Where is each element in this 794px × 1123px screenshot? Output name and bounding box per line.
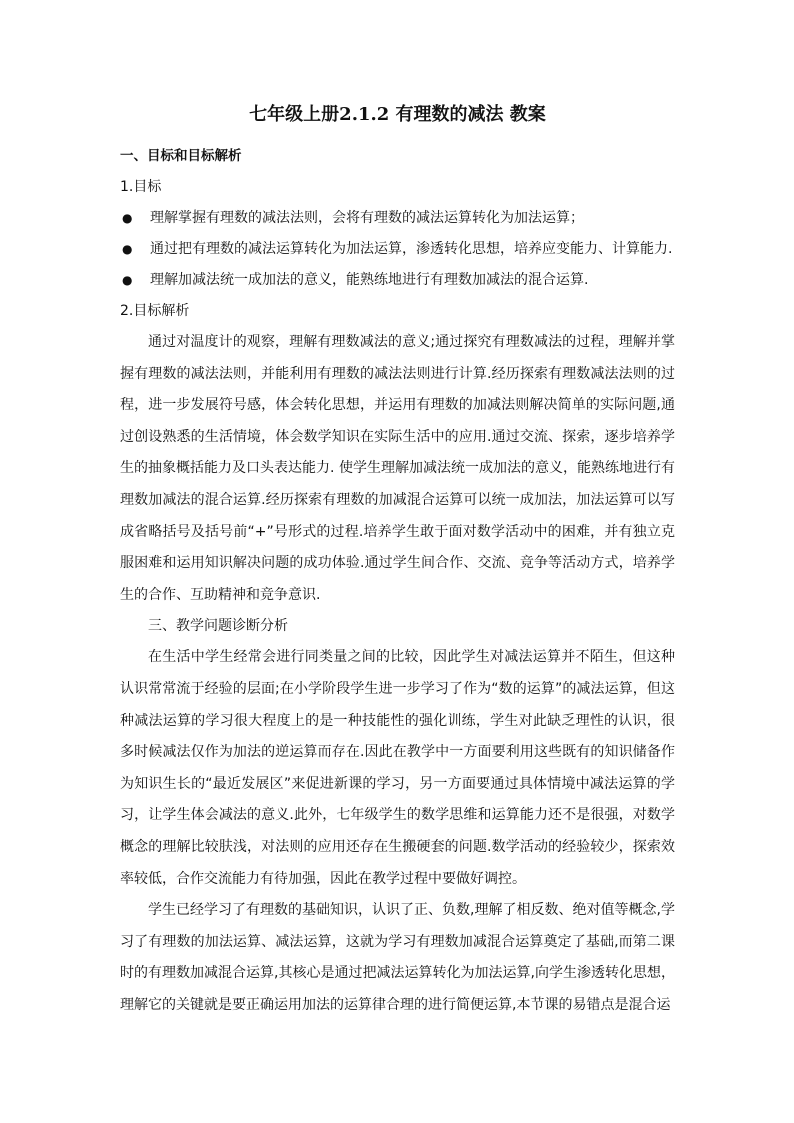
bullet-dot-icon: ●: [122, 242, 133, 256]
bullet-text: 理解掌握有理数的减法法则，会将有理数的减法运算转化为加法运算；: [150, 210, 584, 226]
bullet-item: [120, 234, 675, 265]
subheading-goals: 1.目标: [120, 179, 162, 195]
section-heading-goals: 一、目标和目标解析: [120, 148, 242, 164]
section-heading-diagnosis: 三、教学问题诊断分析: [148, 618, 288, 635]
bullet-item: [120, 265, 675, 296]
document-page: [120, 100, 675, 1021]
paragraph-goal-analysis: 通过对温度计的观察，理解有理数减法的意义;通过探究有理数减法的过程，理解并掌握有理数的减法法则，并能利用有理数的减法法则进行计算.经历探索有理数减法法则的过程，进一步发展符号感，体会转化思想，并运用有理数的加减法则解决简单的实际问题,通过创设熟悉的生活情境，体会数学知识在实际生活中的应用.通过交流、探索，逐步培养学生的抽象概括能力及口头表达能力. 使学生理解加减法统一成加法的意义，能熟练地进行有理数加减法的混合运算.经历探索有理数的加减混合运算可以统一成加法，加法运算可以写成省略括号及括号前“+”号形式的过程.培养学生敢于面对数学活动中的困难，并有独立克服困难和运用知识解决问题的成功体验.通过学生间合作、交流、竞争等活动方式，培养学生的合作、互助精神和竞争意识.: [120, 334, 675, 603]
paragraph-prior-knowledge: 学生已经学习了有理数的基础知识，认识了正、负数,理解了相反数、绝对值等概念,学习了有理数的加法运算、减法运算，这就为学习有理数加减混合运算奠定了基础,而第二课时的有理数加减混合运算,其核心是通过把减法运算转化为加法运算,向学生渗透转化思想，理解它的关键就是要正确运用加法的运算律合理的进行简便运算,本节课的易错点是混合运: [120, 902, 675, 1013]
bullet-item: [120, 203, 675, 234]
bullet-dot-icon: ●: [122, 273, 133, 287]
bullet-dot-icon: ●: [122, 211, 133, 225]
bullet-text: 通过把有理数的减法运算转化为加法运算，渗透转化思想，培养应变能力、计算能力.: [150, 241, 673, 257]
subheading-goal-analysis: 2.目标解析: [120, 303, 190, 319]
paragraph-diagnosis: 在生活中学生经常会进行同类量之间的比较，因此学生对减法运算并不陌生，但这种认识常常流于经验的层面;在小学阶段学生进一步学习了作为“数的运算”的减法运算，但这种减法运算的学习很大程度上的是一种技能性的强化训练，学生对此缺乏理性的认识，很多时候减法仅作为加法的逆运算而存在.因此在教学中一方面要利用这些既有的知识储备作为知识生长的“最近发展区”来促进新课的学习，另一方面要通过具体情境中减法运算的学习，让学生体会减法的意义.此外，七年级学生的数学思维和运算能力还不是很强，对数学概念的理解比较肤浅，对法则的应用还存在生搬硬套的问题.数学活动的经验较少，探索效率较低，合作交流能力有待加强，因此在教学过程中要做好调控。: [120, 649, 675, 887]
bullet-text: 理解加减法统一成加法的意义，能熟练地进行有理数加减法的混合运算.: [150, 272, 589, 288]
document-title: 七年级上册2.1.2 有理数的减法 教案: [249, 104, 546, 125]
